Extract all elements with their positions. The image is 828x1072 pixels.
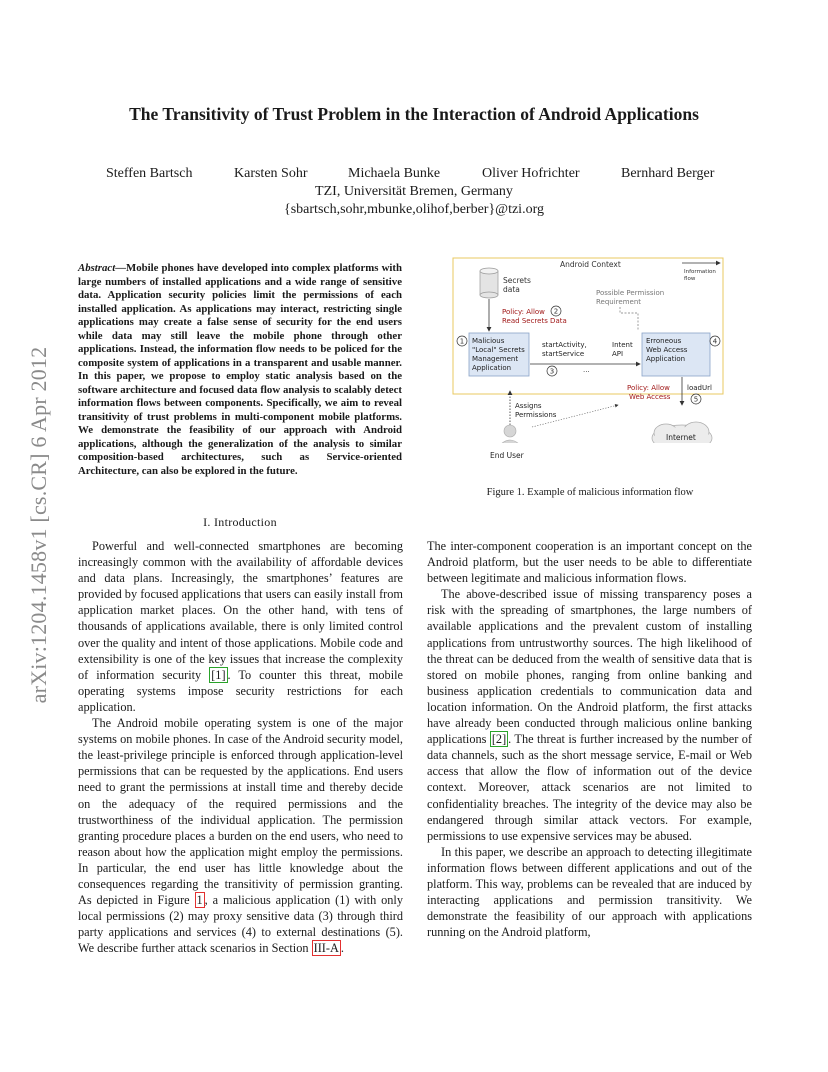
permission-requirement-label: Possible Permission [596, 289, 665, 297]
arxiv-identifier-text: arXiv:1204.1458v1 [cs.CR] 6 Apr 2012 [26, 346, 51, 704]
paper-title: The Transitivity of Trust Problem in the Interaction of Android Applications [129, 104, 699, 124]
secrets-data-label: Secrets [503, 276, 531, 285]
end-user-label: End User [490, 451, 524, 460]
abstract [78, 262, 402, 478]
assigns-permissions-label: Assigns [515, 402, 542, 410]
author-name: Bernhard Berger [621, 166, 715, 181]
marker-3-label: 3 [549, 367, 555, 376]
abstract-label: Abstract [78, 262, 116, 274]
author-name: Steffen Bartsch [106, 166, 193, 181]
figure-caption: Figure 1. Example of malicious information flow [486, 487, 694, 498]
policy-read-label: Policy: Allow [502, 308, 545, 316]
figure-ref-link[interactable]: 1 [196, 893, 203, 908]
permission-requirement-label: Requirement [596, 298, 642, 306]
paragraph: In this paper, we describe an approach to detecting illegitimate information flows between different applications and out of the platform. This way, problems can be revealed that are induced by interacting applications and permission transitivity. We demonstrate the feasibility of our approach with applications running on the Android platform, [427, 844, 752, 940]
policy-web-label: Policy: Allow [627, 384, 670, 392]
erroneous-app-label: Erroneous [646, 337, 682, 345]
assigns-permissions-label: Permissions [515, 411, 557, 419]
erroneous-app-label: Web Access [646, 346, 688, 354]
permission-connector [620, 307, 638, 331]
flow-legend-label: flow [684, 276, 696, 282]
load-url-label: loadUrl [687, 384, 712, 392]
author-name: Michaela Bunke [348, 166, 441, 181]
affiliation: TZI, Universität Bremen, Germany [315, 184, 513, 199]
paragraph: The inter-component cooperation is an important concept on the Android platform, but the user needs to be able to differentiate between legitimate and malicious information flows. [427, 539, 752, 586]
malicious-app-label: Management [472, 355, 519, 363]
arxiv-identifier [28, 300, 50, 750]
intent-api-label: Intent [612, 341, 633, 349]
author-name: Karsten Sohr [234, 166, 308, 181]
author-name: Oliver Hofrichter [482, 166, 580, 181]
marker-4-label: 4 [712, 337, 718, 346]
start-calls-label: startActivity, [542, 341, 587, 349]
marker-2-label: 2 [553, 307, 559, 316]
abstract-text: —Mobile phones have developed into complex platforms with large numbers of installed applications and a wide range of sensitive data. Application security policies limit the permissions of each installed application. As applications may interact, restricting single applications may create a false sense of security for the end users while data may still leave the mobile phone through other applications. Instead, the information flow needs to be policed for the composite system of applications in a transparent and usable manner. In this paper, we propose to employ static analysis based on the software architecture and focused data flow analysis to scalably detect information flows between components. Specifically, we aim to reveal transitivity of trust problems in multi-component mobile platforms. We demonstrate the feasibility of our approach with Android applications, although the generalization of the analysis to similar composition-based architectures, such as Service-oriented Architecture, can also be explored in the future. [78, 262, 402, 477]
policy-read-label: Read Secrets Data [502, 317, 567, 325]
paragraph: The Android mobile operating system is one of the major systems on mobile phones. In case of the Android security model, the least-privilege principle is enforced through application-level permissions that can be requested by the applications. End users need to grant the permissions at install time and thereby decide on the adequacy of the required permissions and the trustworthiness of the individual application. The permission granting procedure places a burden on the end users, who need to reason about how the application might employ the permissions. In particular, the end user has little knowledge about the consequences regarding the transitivity of permission granting. As depicted in Figure 1 , a malicious application (1) with only local permissions (2) may proxy sensitive data (3) through third party applications and services (4) to external destinations (5). We describe further attack scenarios in Section III-A . [78, 716, 403, 956]
section-heading: I. Introduction [203, 515, 277, 529]
left-column [78, 538, 403, 956]
database-icon [480, 268, 498, 298]
policy-web-label: Web Access [629, 393, 671, 401]
author-email: {sbartsch,sohr,mbunke,olihof,berber}@tzi.org [284, 202, 544, 217]
ellipsis-label: ... [583, 366, 590, 374]
figure-1-diagram [452, 255, 734, 460]
intent-api-label: API [612, 350, 624, 358]
paragraph: Powerful and well-connected smartphones are becoming increasingly common with the availability of affordable devices and data plans. Increasingly, the smartphones’ features are provided by focused applications that users can easily install from application market places. On the other hand, with tens of thousands of applications available, there is only limited control over the quality and intent of those applications. Mobile code and extensibility is one of the key issues that increase the complexity of information security [1] . To counter this threat, mobile operating systems impose security restrictions for each application. [78, 539, 403, 714]
android-context-label: Android Context [560, 260, 621, 269]
marker-5-label: 5 [693, 395, 699, 404]
internet-label: Internet [666, 433, 696, 442]
start-calls-label: startService [542, 350, 585, 358]
paragraph: The above-described issue of missing transparency poses a risk with the spreading of smartphones, the large numbers of available applications and the prevalent custom of installing applications from untrustworthy sources. The high likelihood of the threat can be deduced from the wealth of sensitive data that is stored on mobile phones, ranging from online banking and business application credentials to communication data and location information. On the Android platform, the first attacks have already been conducted through malicious online banking applications [2] . The threat is further increased by the number of data channels, such as the short message service, E-mail or Web access that allow the flow of information out of the device context. Moreover, attack scenarios are not limited to confidentiality breaches. The integrity of the device may also be endangered through similar attack vectors. For example, permissions to use expensive services may be abused. [427, 587, 752, 843]
section-ref-link[interactable]: III-A [313, 941, 339, 956]
malicious-app-label: "Local" Secrets [472, 346, 525, 354]
right-column [427, 538, 752, 940]
secrets-data-label: data [503, 285, 520, 294]
user-icon [498, 425, 522, 443]
citation-link[interactable]: [1] [211, 667, 226, 682]
erroneous-app-label: Application [646, 355, 686, 363]
citation-link[interactable]: [2] [491, 732, 507, 747]
marker-1-label: 1 [459, 337, 465, 346]
malicious-app-label: Malicious [472, 337, 505, 345]
malicious-app-label: Application [472, 364, 512, 372]
flow-legend-label: Information [684, 269, 716, 275]
